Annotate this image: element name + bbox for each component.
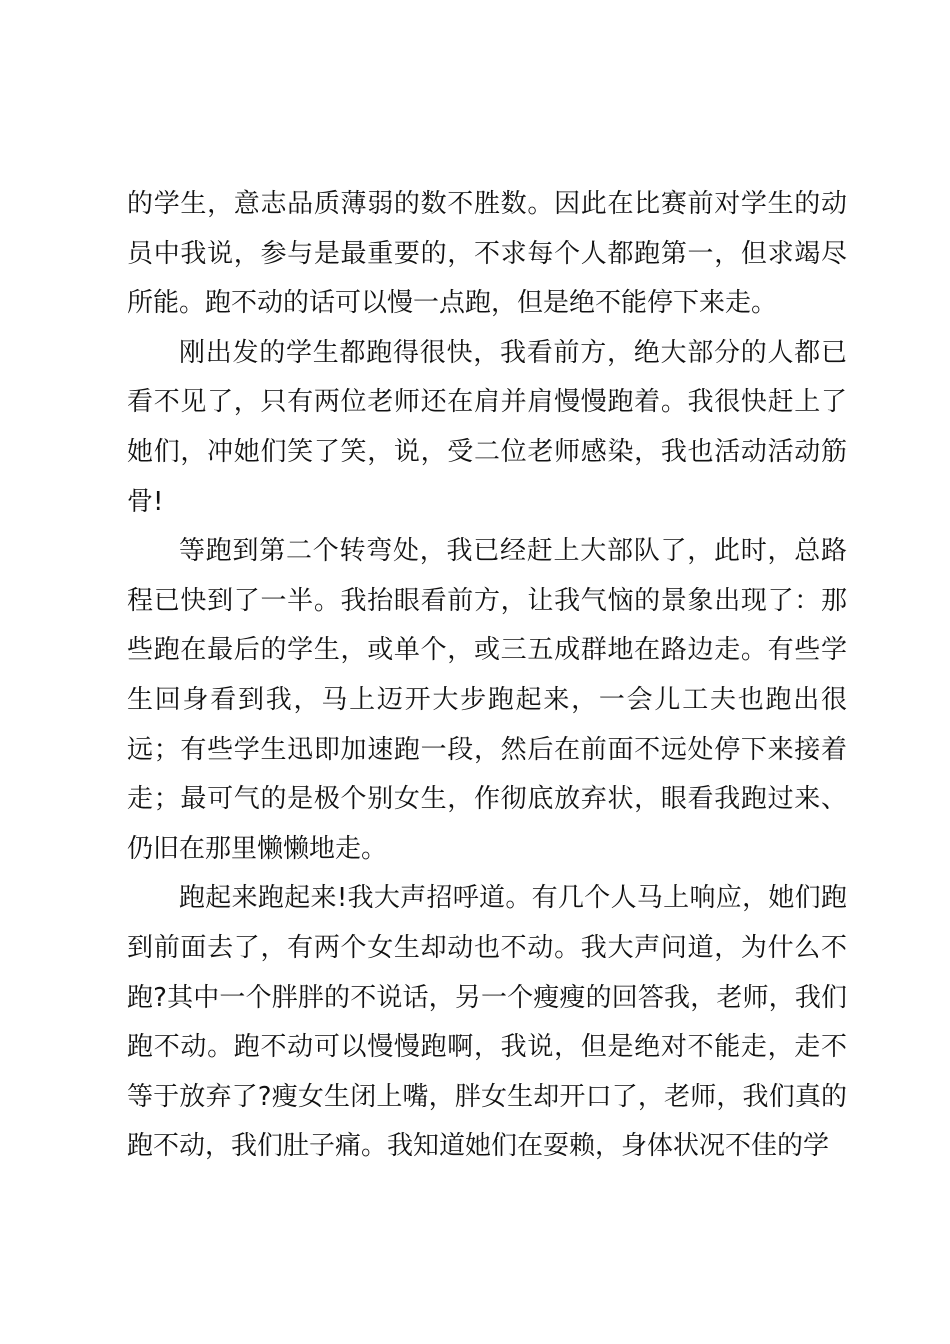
paragraph-2: 刚出发的学生都跑得很快，我看前方，绝大部分的人都已看不见了，只有两位老师还在肩并肩慢慢跑着。我很快赶上了她们，冲她们笑了笑，说，受二位老师感染，我也活动活动筋骨! — [127, 337, 847, 517]
paragraph-3: 等跑到第二个转弯处，我已经赶上大部队了，此时，总路程已快到了一半。我抬眼看前方，让我气恼的景象出现了：那些跑在最后的学生，或单个，或三五成群地在路边走。有些学生回身看到我，马上迈开大步跑起来，一会儿工夫也跑出很远；有些学生迅即加速跑一段，然后在前面不远处停下来接着走；最可气的是极个别女生，作彻底放弃状，眼看我跑过来、仍旧在那里懒懒地走。 — [127, 536, 847, 864]
paragraph-4: 跑起来跑起来!我大声招呼道。有几个人马上响应，她们跑到前面去了，有两个女生却动也不动。我大声问道，为什么不跑?其中一个胖胖的不说话，另一个瘦瘦的回答我，老师，我们跑不动。跑不动可以慢慢跑啊，我说，但是绝对不能走，走不等于放弃了?瘦女生闭上嘴，胖女生却开口了，老师，我们真的跑不动，我们肚子痛。我知道她们在耍赖，身体状况不佳的学 — [127, 883, 847, 1162]
paragraph-1: 的学生，意志品质薄弱的数不胜数。因此在比赛前对学生的动员中我说，参与是最重要的，不求每个人都跑第一，但求竭尽所能。跑不动的话可以慢一点跑，但是绝不能停下来走。 — [127, 189, 847, 319]
body-text — [127, 180, 847, 1172]
